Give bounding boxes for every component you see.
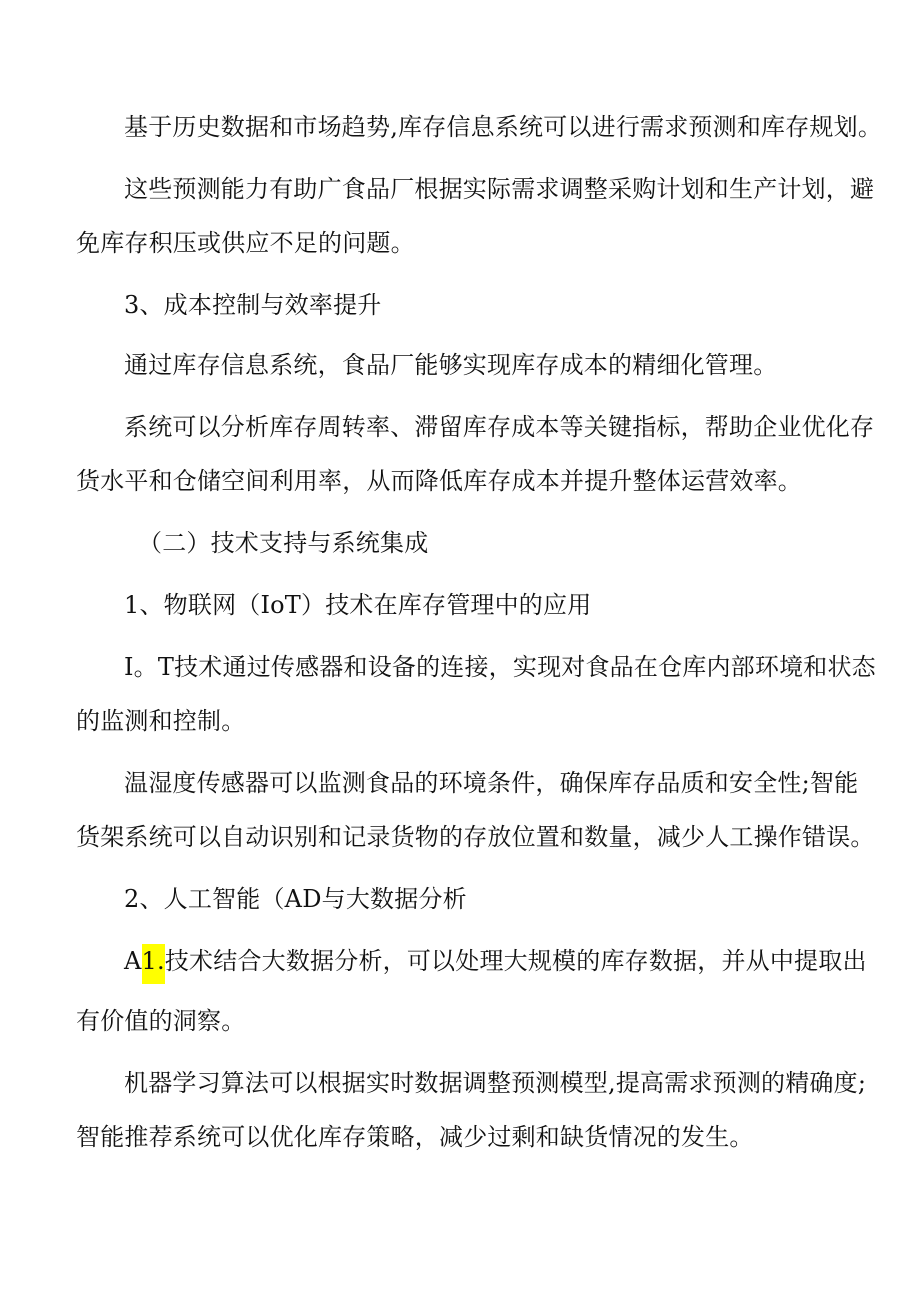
- heading-ai-bigdata: 2、人工智能（AD与大数据分析: [124, 885, 467, 913]
- heading-cost-control: 3、成本控制与效率提升: [124, 291, 382, 319]
- paragraph-cost-management: 通过库存信息系统，食品厂能够实现库存成本的精细化管理。: [124, 351, 778, 379]
- paragraph-ai-line2: 有价值的洞察。: [76, 1007, 246, 1035]
- highlighted-text: 1.: [142, 944, 165, 984]
- paragraph-ml-line1: 机器学习算法可以根据实时数据调整预测模型,提高需求预测的精确度;: [124, 1069, 867, 1097]
- paragraph-iot-line1: I。T技术通过传感器和设备的连接，实现对食品在仓库内部环境和状态: [124, 653, 876, 681]
- ai-line1-rest: 技术结合大数据分析，可以处理大规模的库存数据，并从中提取出: [164, 947, 867, 975]
- paragraph-sensors-line2: 货架系统可以自动识别和记录货物的存放位置和数量，减少人工操作错误。: [76, 823, 875, 851]
- paragraph-forecast-benefit-line2: 免库存积压或供应不足的问题。: [76, 229, 415, 257]
- paragraph-demand-forecast: 基于历史数据和市场趋势,库存信息系统可以进行需求预测和库存规划。: [124, 113, 883, 141]
- paragraph-indicators-line2: 货水平和仓储空间利用率，从而降低库存成本并提升整体运营效率。: [76, 467, 802, 495]
- heading-iot: 1、物联网（IoT）技术在库存管理中的应用: [124, 591, 592, 619]
- paragraph-sensors-line1: 温湿度传感器可以监测食品的环境条件，确保库存品质和安全性;智能: [124, 769, 859, 797]
- section-heading-tech-support: （二）技术支持与系统集成: [138, 529, 429, 557]
- paragraph-ai-line1: [124, 944, 867, 984]
- paragraph-iot-line2: 的监测和控制。: [76, 707, 246, 735]
- paragraph-indicators-line1: 系统可以分析库存周转率、滞留库存成本等关键指标，帮助企业优化存: [124, 413, 875, 441]
- paragraph-forecast-benefit-line1: 这些预测能力有助广食品厂根据实际需求调整采购计划和生产计划，避: [124, 175, 875, 203]
- ai-prefix: A: [124, 947, 142, 975]
- paragraph-ml-line2: 智能推荐系统可以优化库存策略，减少过剩和缺货情况的发生。: [76, 1123, 754, 1151]
